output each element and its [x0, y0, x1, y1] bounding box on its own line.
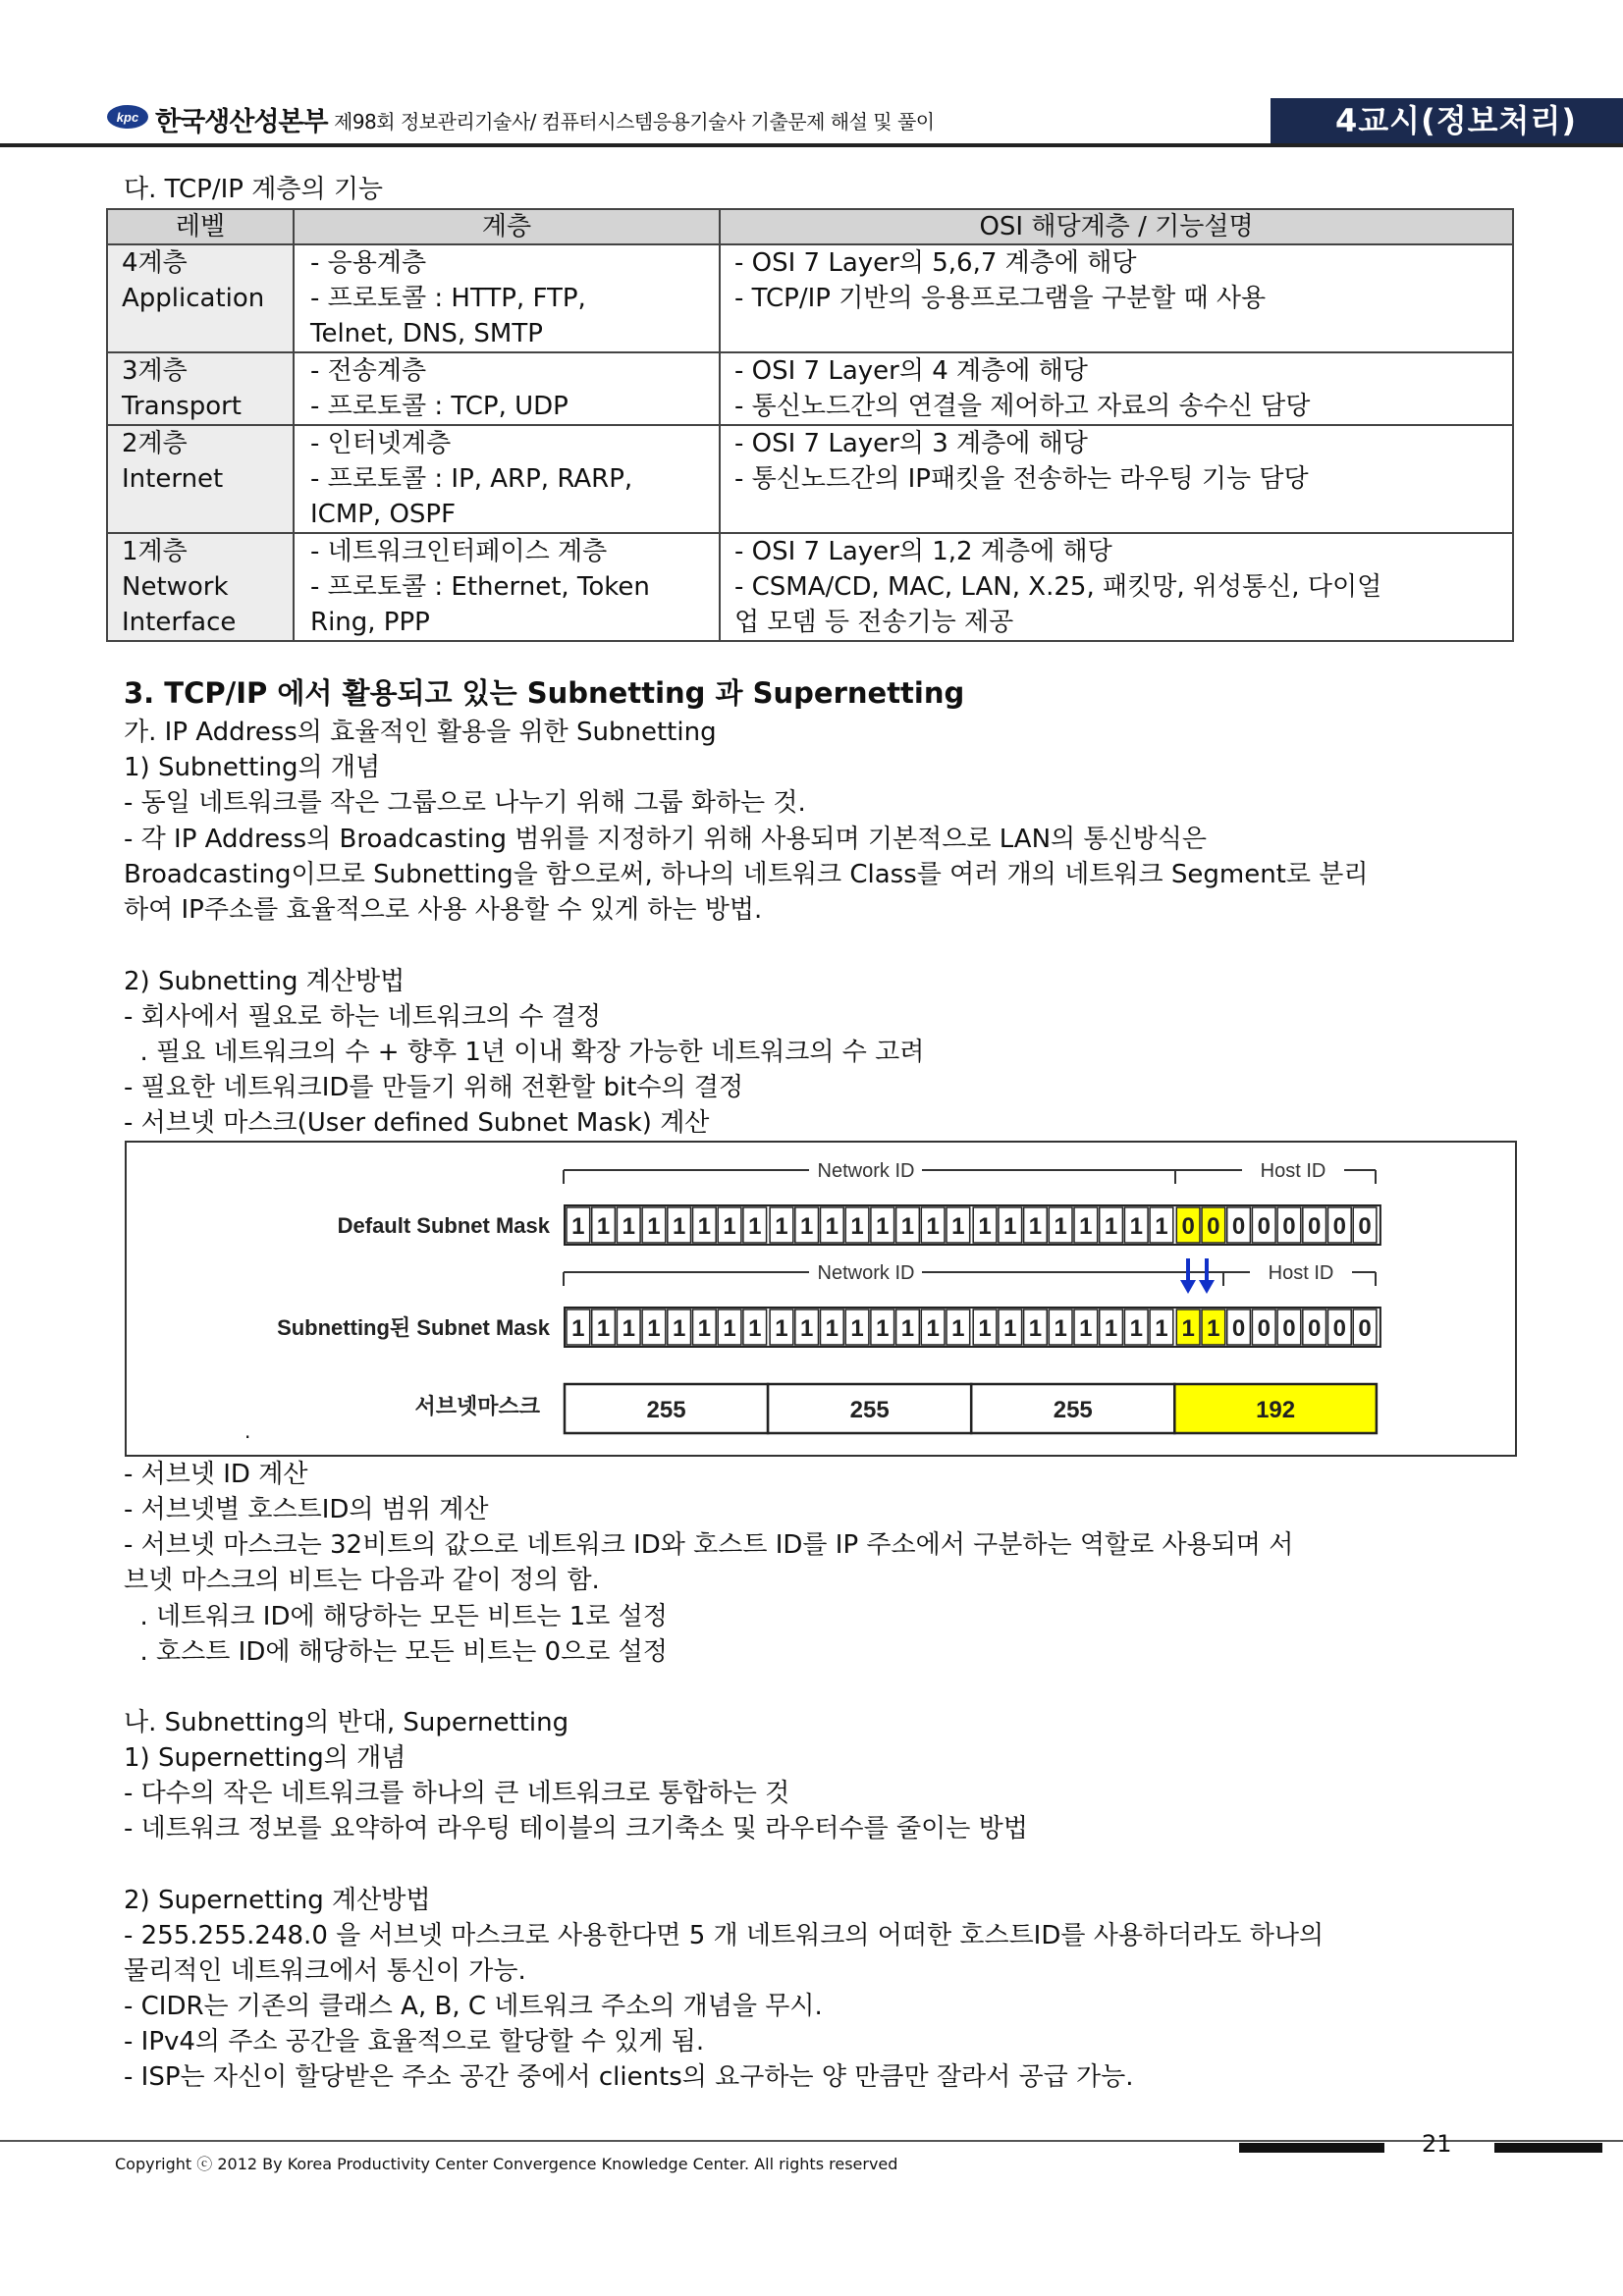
org-name: 한국생산성본부	[155, 107, 328, 137]
cell-line: Internet	[122, 464, 224, 494]
bit-value: 1	[647, 1213, 661, 1240]
bit-value: 0	[1231, 1213, 1246, 1240]
paragraph-line: 나. Subnetting의 반대, Supernetting	[124, 1708, 569, 1737]
paragraph-line: 가. IP Address의 효율적인 활용을 위한 Subnetting	[124, 718, 717, 747]
cell-line: - OSI 7 Layer의 3 계층에 해당	[734, 429, 1088, 458]
desc-cell	[720, 425, 1513, 533]
stray-dot: .	[244, 1419, 251, 1443]
subnetted-mask-bits	[565, 1308, 1380, 1347]
cell-line: 업 모뎀 등 전송기능 제공	[734, 608, 1014, 637]
paragraph-line: Broadcasting이므로 Subnetting을 함으로써, 하나의 네트워크 Class를 여러 개의 네트워크 Segment로 분리	[124, 860, 1369, 889]
cell-line: ICMP, OSPF	[310, 500, 457, 529]
paragraph-line: - 서브넷 마스크는 32비트의 값으로 네트워크 ID와 호스트 ID를 IP 주소에서 구분하는 역할로 사용되며 서	[124, 1530, 1294, 1560]
cell-line: - TCP/IP 기반의 응용프로그램을 구분할 때 사용	[734, 284, 1267, 313]
bit-value: 1	[876, 1315, 890, 1342]
bit-value: 1	[1028, 1213, 1043, 1240]
paragraph-line: - CIDR는 기존의 클래스 A, B, C 네트워크 주소의 개념을 무시.	[124, 1992, 823, 2021]
bit-value: 0	[1358, 1213, 1372, 1240]
cell-line: - CSMA/CD, MAC, LAN, X.25, 패킷망, 위성통신, 다이얼	[734, 572, 1382, 602]
bit-value: 1	[1003, 1315, 1017, 1342]
paragraph-line: 2) Subnetting 계산방법	[124, 967, 406, 996]
exam-title: 제98회 정보관리기술사/ 컴퓨터시스템응용기술사 기출문제 해설 및 풀이	[334, 110, 935, 133]
bit-value: 1	[799, 1213, 814, 1240]
paragraph-line: 물리적인 네트워크에서 통신이 가능.	[124, 1956, 526, 1986]
bit-value: 1	[748, 1315, 762, 1342]
subnet-mask-octets	[565, 1384, 1377, 1433]
bit-value: 1	[571, 1315, 585, 1342]
bit-value: 1	[697, 1315, 712, 1342]
paragraph-line: 브넷 마스크의 비트는 다음과 같이 정의 함.	[124, 1566, 600, 1595]
bit-value: 0	[1282, 1315, 1296, 1342]
bit-value: 1	[596, 1315, 611, 1342]
bit-value: 1	[622, 1315, 635, 1342]
bit-value: 1	[748, 1213, 762, 1240]
paragraph-line: - 동일 네트워크를 작은 그룹으로 나누기 위해 그룹 화하는 것.	[124, 788, 806, 818]
column-header: 레벨	[107, 209, 294, 244]
bit-value: 0	[1307, 1315, 1322, 1342]
bit-value: 1	[978, 1315, 992, 1342]
level-cell	[107, 533, 294, 641]
bit-value: 1	[978, 1213, 992, 1240]
svg-text:kpc: kpc	[116, 110, 139, 125]
cell-line: Interface	[122, 608, 237, 637]
paragraph-line: - 다수의 작은 네트워크를 하나의 큰 네트워크로 통합하는 것	[124, 1779, 790, 1808]
network-id-label: Network ID	[817, 1160, 915, 1182]
column-header: 계층	[294, 209, 720, 244]
bit-value: 0	[1257, 1213, 1271, 1240]
bit-value: 1	[825, 1213, 839, 1240]
period-badge: 4교시(정보처리)	[1271, 98, 1623, 143]
bit-value: 1	[672, 1213, 686, 1240]
bit-value: 1	[1155, 1213, 1168, 1240]
section-title: 다. TCP/IP 계층의 기능	[124, 175, 384, 204]
octet-value: 192	[1256, 1397, 1296, 1423]
bit-value: 1	[697, 1213, 712, 1240]
cell-line: - 통신노드간의 IP패킷을 전송하는 라우팅 기능 담당	[734, 464, 1309, 494]
bit-value: 0	[1257, 1315, 1271, 1342]
table-row	[107, 425, 1513, 533]
bit-value: 1	[647, 1315, 661, 1342]
paragraph-line: . 필요 네트워크의 수 + 향후 1년 이내 확장 가능한 네트워크의 수 고려	[124, 1038, 925, 1067]
footer-bar	[1239, 2143, 1384, 2153]
bit-value: 1	[672, 1315, 686, 1342]
table-header-row	[107, 209, 1513, 244]
bit-value: 1	[1104, 1213, 1118, 1240]
octet-value: 255	[646, 1397, 686, 1423]
cell-line: Telnet, DNS, SMTP	[310, 319, 543, 348]
bit-value: 1	[951, 1315, 965, 1342]
bit-value: 1	[1003, 1213, 1017, 1240]
bit-value: 1	[1155, 1315, 1168, 1342]
bit-value: 1	[1079, 1213, 1093, 1240]
bit-value: 1	[723, 1213, 736, 1240]
cell-line: - 프로토콜 : Ethernet, Token	[310, 572, 650, 602]
paragraph-line: - 서브넷별 호스트ID의 범위 계산	[124, 1495, 489, 1524]
cell-line: 1계층	[122, 537, 188, 566]
cell-line: - OSI 7 Layer의 5,6,7 계층에 해당	[734, 248, 1137, 278]
bit-value: 1	[850, 1213, 864, 1240]
cell-line: 2계층	[122, 429, 188, 458]
paragraph-line: - 네트워크 정보를 요약하여 라우팅 테이블의 크기축소 및 라우터수를 줄이는 방법	[124, 1814, 1028, 1843]
bit-value: 1	[1054, 1213, 1067, 1240]
bit-value: 1	[799, 1315, 814, 1342]
octet-value: 255	[849, 1397, 890, 1423]
desc-cell	[720, 244, 1513, 352]
bit-shift-arrows-icon	[1180, 1258, 1215, 1294]
level-cell	[107, 352, 294, 425]
subnet-mask-diagram	[127, 1143, 1515, 1455]
cell-line: - 프로토콜 : HTTP, FTP,	[310, 284, 586, 313]
footer-bar	[1494, 2143, 1602, 2153]
subnet-mask-octet-label: 서브넷마스크	[414, 1394, 540, 1418]
bit-value: 1	[876, 1213, 890, 1240]
bit-value: 0	[1332, 1213, 1347, 1240]
cell-line: - 프로토콜 : TCP, UDP	[310, 392, 568, 421]
bit-value: 1	[900, 1213, 915, 1240]
cell-line: Transport	[122, 392, 243, 421]
layer-cell	[294, 533, 720, 641]
paragraph-line: - 각 IP Address의 Broadcasting 범위를 지정하기 위해 사용되며 기본적으로 LAN의 통신방식은	[124, 825, 1207, 854]
table-row	[107, 533, 1513, 641]
bit-value: 1	[775, 1315, 788, 1342]
bit-value: 1	[1181, 1315, 1195, 1342]
cell-line: - 응용계층	[310, 248, 427, 278]
default-mask-label: Default Subnet Mask	[337, 1213, 550, 1238]
host-id-label: Host ID	[1268, 1262, 1334, 1284]
bit-value: 1	[825, 1315, 839, 1342]
cell-line: - 인터넷계층	[310, 429, 452, 458]
bit-value: 1	[1129, 1315, 1143, 1342]
cell-line: - OSI 7 Layer의 1,2 계층에 해당	[734, 537, 1112, 566]
cell-line: - 네트워크인터페이스 계층	[310, 537, 608, 566]
paragraph-line: 1) Subnetting의 개념	[124, 753, 381, 782]
paragraph-line: 하여 IP주소를 효율적으로 사용 사용할 수 있게 하는 방법.	[124, 895, 763, 925]
bit-value: 1	[723, 1315, 736, 1342]
bit-value: 1	[926, 1315, 940, 1342]
bit-value: 0	[1358, 1315, 1372, 1342]
bit-value: 1	[951, 1213, 965, 1240]
table-row	[107, 244, 1513, 352]
tcpip-layer-table	[106, 208, 1514, 642]
layer-cell	[294, 244, 720, 352]
bit-value: 1	[1054, 1315, 1067, 1342]
kpc-logo-icon	[106, 104, 149, 130]
bit-value: 1	[1079, 1315, 1093, 1342]
cell-line: - 전송계층	[310, 356, 427, 386]
cell-line: 4계층	[122, 248, 188, 278]
page-number: 21	[1422, 2130, 1452, 2158]
network-id-label: Network ID	[817, 1262, 915, 1284]
cell-line: - OSI 7 Layer의 4 계층에 해당	[734, 356, 1088, 386]
bit-value: 0	[1181, 1213, 1195, 1240]
bit-value: 0	[1307, 1213, 1322, 1240]
paragraph-line: . 호스트 ID에 해당하는 모든 비트는 0으로 설정	[124, 1637, 668, 1667]
host-id-label: Host ID	[1260, 1160, 1326, 1182]
layer-cell	[294, 352, 720, 425]
header-rule	[0, 143, 1623, 147]
cell-line: Network	[122, 572, 229, 602]
paragraph-line: 2) Supernetting 계산방법	[124, 1886, 431, 1915]
bit-value: 1	[1129, 1213, 1143, 1240]
paragraph-line: 1) Supernetting의 개념	[124, 1743, 406, 1773]
page-header	[106, 98, 1623, 145]
cell-line: 3계층	[122, 356, 188, 386]
table-row	[107, 352, 1513, 425]
subnetted-mask-label: Subnetting된 Subnet Mask	[277, 1315, 550, 1340]
bit-value: 1	[775, 1213, 788, 1240]
paragraph-line: - 서브넷 ID 계산	[124, 1460, 308, 1489]
subnet-mask-figure	[125, 1141, 1517, 1457]
bit-value: 0	[1332, 1315, 1347, 1342]
paragraph-line: . 네트워크 ID에 해당하는 모든 비트는 1로 설정	[124, 1602, 668, 1631]
footer-rule	[0, 2140, 1623, 2142]
paragraph-line: - 서브넷 마스크(User defined Subnet Mask) 계산	[124, 1108, 710, 1138]
paragraph-line: - ISP는 자신이 할당받은 주소 공간 중에서 clients의 요구하는 양 만큼만 잘라서 공급 가능.	[124, 2062, 1134, 2092]
level-cell	[107, 244, 294, 352]
bit-value: 1	[1104, 1315, 1118, 1342]
layer-cell	[294, 425, 720, 533]
paragraph-line: - IPv4의 주소 공간을 효율적으로 할당할 수 있게 됨.	[124, 2027, 705, 2056]
bit-value: 1	[1207, 1315, 1220, 1342]
bit-value: 1	[1028, 1315, 1043, 1342]
bit-value: 1	[571, 1213, 585, 1240]
bit-value: 0	[1207, 1213, 1220, 1240]
cell-line: Application	[122, 284, 265, 313]
bit-value: 0	[1282, 1213, 1296, 1240]
cell-line: Ring, PPP	[310, 608, 430, 637]
paragraph-line: - 회사에서 필요로 하는 네트워크의 수 결정	[124, 1002, 601, 1032]
column-header: OSI 해당계층 / 기능설명	[720, 209, 1513, 244]
octet-value: 255	[1053, 1397, 1093, 1423]
cell-line: - 통신노드간의 연결을 제어하고 자료의 송수신 담당	[734, 392, 1311, 421]
bit-value: 1	[622, 1213, 635, 1240]
paragraph-line: - 필요한 네트워크ID를 만들기 위해 전환할 bit수의 결정	[124, 1073, 744, 1102]
paragraph-line: - 255.255.248.0 을 서브넷 마스크로 사용한다면 5 개 네트워크의 어떠한 호스트ID를 사용하더라도 하나의	[124, 1921, 1325, 1950]
level-cell	[107, 425, 294, 533]
bit-value: 1	[850, 1315, 864, 1342]
section-heading: 3. TCP/IP 에서 활용되고 있는 Subnetting 과 Supernetting	[124, 676, 965, 710]
cell-line: - 프로토콜 : IP, ARP, RARP,	[310, 464, 633, 494]
desc-cell	[720, 533, 1513, 641]
bit-value: 0	[1231, 1315, 1246, 1342]
copyright: Copyright ⓒ 2012 By Korea Productivity Center Convergence Knowledge Center. All rights reserved	[115, 2155, 898, 2173]
bit-value: 1	[926, 1213, 940, 1240]
desc-cell	[720, 352, 1513, 425]
bit-value: 1	[596, 1213, 611, 1240]
default-mask-bits	[565, 1205, 1380, 1245]
bit-value: 1	[900, 1315, 915, 1342]
